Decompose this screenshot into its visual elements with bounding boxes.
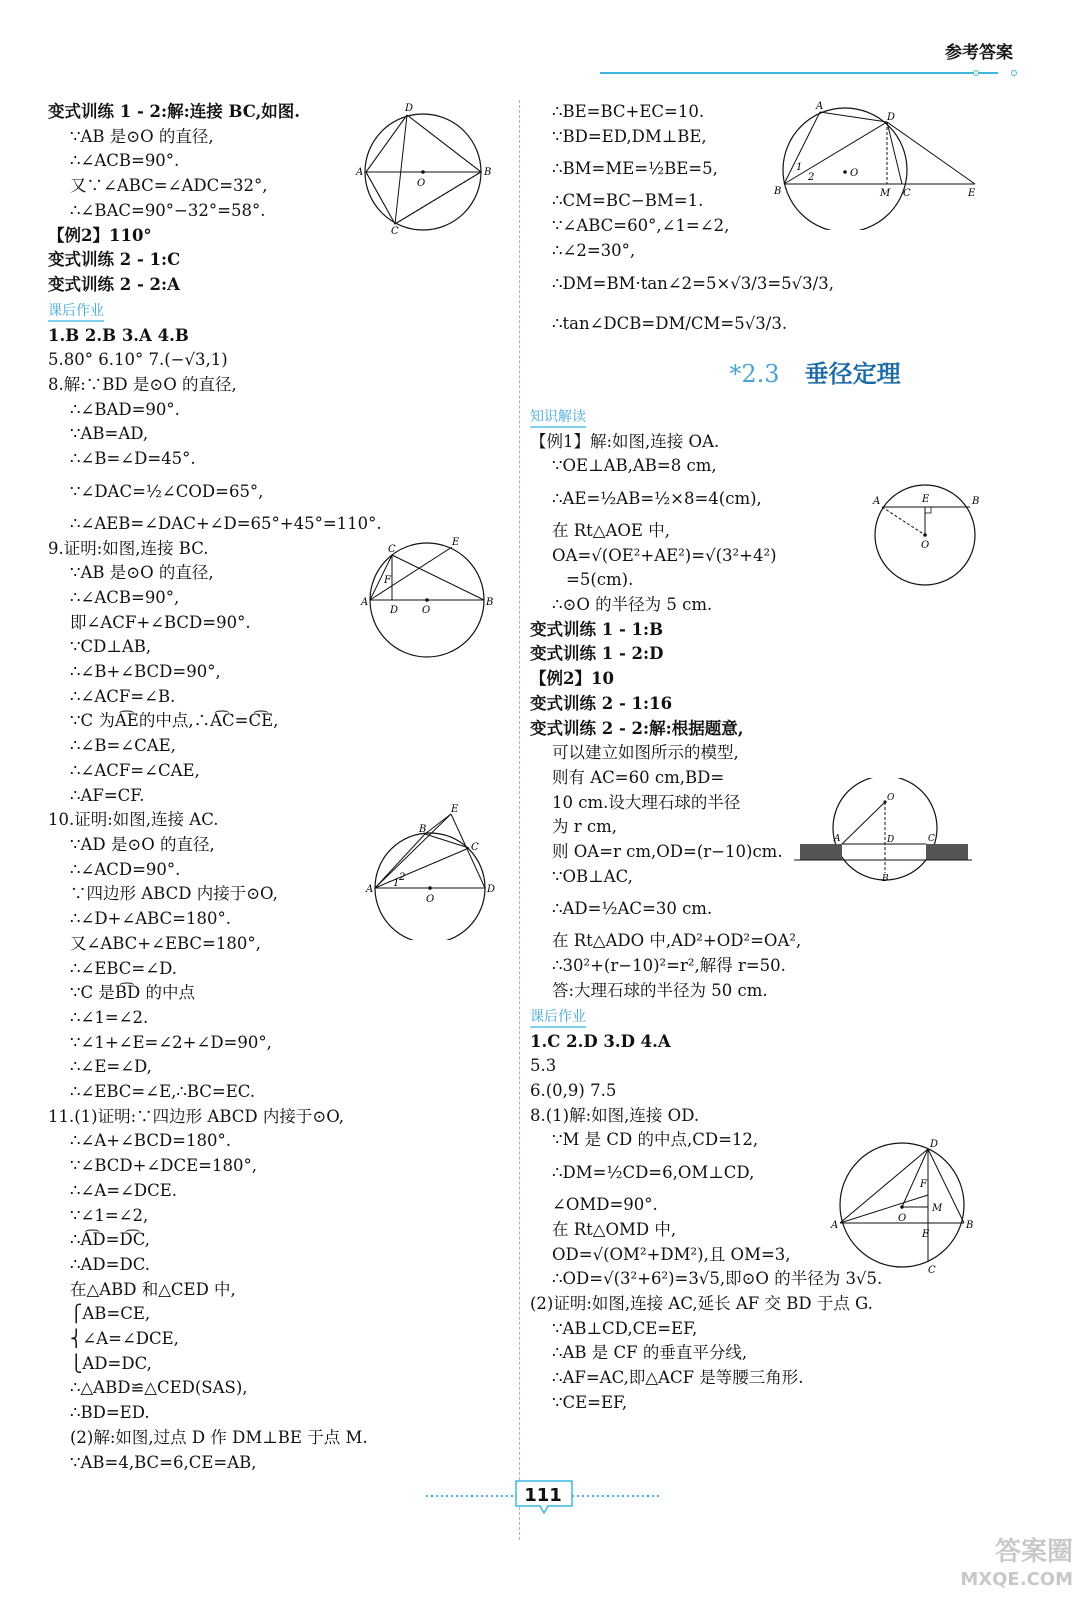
text-line: 变式训练 2 - 2:A	[48, 274, 180, 294]
text-line: ∵OE⊥AB,AB=8 cm,	[552, 456, 717, 476]
text-line: ∴CM=BC−BM=1.	[552, 191, 704, 211]
text-line: ∴AE=½AB=½×8=4(cm),	[552, 488, 762, 508]
text-line: 则 OA=r cm,OD=(r−10)cm.	[552, 842, 783, 862]
watermark	[960, 1538, 1073, 1594]
text-line: 变式训练 2 - 1:C	[48, 250, 181, 270]
section-tag-homework: 课后作业	[48, 302, 104, 322]
text-line: ∴∠1=∠2.	[70, 1007, 149, 1027]
fig-label: D	[405, 103, 414, 114]
fig-label: D	[930, 1139, 939, 1150]
header-decoration-line	[600, 70, 1020, 76]
fig-label: D	[390, 605, 399, 616]
text-line: 【例2】110°	[48, 225, 152, 245]
figure-problem-9	[360, 535, 495, 665]
fig-label: D	[887, 112, 896, 123]
fig-label: D	[887, 835, 895, 845]
text-line: ∵四边形 ABCD 内接于⊙O,	[70, 884, 278, 904]
text-line: 可以建立如图所示的模型,	[552, 743, 739, 763]
fig-label: C	[903, 188, 911, 199]
figure-circle-abcd	[355, 100, 495, 235]
text-line: ∵AD 是⊙O 的直径,	[70, 834, 215, 854]
fig-label: C	[391, 226, 399, 235]
text-line: 为 r cm,	[552, 817, 618, 837]
text-line: =5(cm).	[566, 570, 634, 590]
text-line: 变式训练 1 - 2:解:连接 BC,如图.	[48, 102, 301, 121]
fig-label: O	[921, 540, 930, 551]
fig-label: B	[774, 186, 782, 197]
fig-label: O	[887, 793, 895, 803]
text-line: ⎨∠A=∠DCE,	[70, 1329, 179, 1349]
text-line: 8.(1)解:如图,连接 OD.	[530, 1105, 700, 1125]
text-line: ∵CD⊥AB,	[70, 637, 152, 657]
fig-label: F	[384, 575, 391, 586]
text-line: ∵∠DAC=½∠COD=65°,	[70, 481, 264, 501]
section-heading	[530, 344, 1040, 404]
figure-problem-10	[365, 800, 495, 940]
text-line: ∴BD=ED.	[70, 1403, 150, 1423]
fig-label: M	[932, 1203, 943, 1214]
fig-label: C	[928, 834, 935, 844]
fig-label: B	[966, 1220, 974, 1231]
text-line: ∴30²+(r−10)²=r²,解得 r=50.	[552, 956, 786, 976]
text-line: 在△ABD 和△CED 中,	[70, 1279, 236, 1299]
text-line: ∵M 是 CD 的中点,CD=12,	[552, 1130, 759, 1150]
fig-label: O	[898, 1213, 907, 1224]
text-line: 10 cm.设大理石球的半径	[552, 792, 741, 812]
text-line: ∴∠AEB=∠DAC+∠D=65°+45°=110°.	[70, 513, 382, 533]
fig-label: C	[471, 842, 479, 853]
text-line: ∵∠ABC=60°,∠1=∠2,	[552, 216, 730, 236]
text-line: ∴∠ACB=90°.	[70, 151, 180, 171]
fig-label: F	[920, 1179, 927, 1190]
text-line: ∴∠E=∠D,	[70, 1057, 152, 1077]
text-line: ∴AD=DC.	[70, 1254, 150, 1274]
text-line: (2)解:如图,过点 D 作 DM⊥BE 于点 M.	[70, 1427, 368, 1447]
text-line: ∴A͡D=D͡C,	[70, 1230, 150, 1250]
text-line: ∴AF=AC,即△ACF 是等腰三角形.	[552, 1368, 804, 1388]
text-line: 11.(1)证明:∵四边形 ABCD 内接于⊙O,	[48, 1106, 344, 1126]
section-number: *2.3	[729, 359, 780, 388]
text-line: ∴△ABD≌△CED(SAS),	[70, 1378, 248, 1398]
text-line: ∴∠ACF=∠B.	[70, 686, 176, 706]
text-line: 又∠ABC+∠EBC=180°,	[70, 933, 261, 953]
text-line: ∴∠A=∠DCE.	[70, 1180, 178, 1200]
figure-example-1	[870, 480, 985, 590]
text-line: 5.3	[530, 1056, 557, 1076]
fig-label: B	[486, 597, 494, 608]
text-line: ∴∠BAC=90°−32°=58°.	[70, 200, 266, 220]
section-tag-knowledge: 知识解读	[530, 408, 586, 428]
text-line: ∴BE=BC+EC=10.	[552, 102, 705, 121]
text-line: ∵AB⊥CD,CE=EF,	[552, 1318, 698, 1338]
text-line: ∴BM=ME=½BE=5,	[552, 159, 718, 179]
figure-homework-8	[830, 1135, 980, 1275]
text-line: ∵AB 是⊙O 的直径,	[70, 563, 214, 583]
text-line: ∴AD=½AC=30 cm.	[552, 899, 713, 919]
text-line: 10.证明:如图,连接 AC.	[48, 810, 219, 830]
fig-label: 1	[796, 162, 803, 173]
fig-label: B	[484, 167, 492, 178]
text-line: ∴∠D+∠ABC=180°.	[70, 909, 231, 929]
text-line: ∴AB 是 CF 的垂直平分线,	[552, 1343, 748, 1363]
watermark-url: MXQE.COM	[960, 1569, 1073, 1590]
fig-label: A	[356, 167, 364, 178]
fig-label: O	[850, 168, 859, 179]
text-line: 变式训练 2 - 1:16	[530, 693, 673, 713]
text-line: ⎧AB=CE,	[70, 1304, 151, 1324]
text-line: 即∠ACF+∠BCD=90°.	[70, 612, 251, 632]
text-line: 9.证明:如图,连接 BC.	[48, 538, 209, 558]
text-line: ∴tan∠DCB=DM/CM=5√3/3.	[552, 313, 788, 333]
text-line: 则有 AC=60 cm,BD=	[552, 767, 725, 787]
fig-label: B	[882, 874, 889, 883]
text-line: ∴∠B=∠D=45°.	[70, 449, 196, 469]
text-line: ∵∠1=∠2,	[70, 1205, 149, 1225]
text-line: 8.解:∵BD 是⊙O 的直径,	[48, 375, 237, 395]
header-title: 参考答案	[945, 43, 1013, 63]
page-footer	[400, 1478, 690, 1518]
text-line: ∴∠2=30°,	[552, 240, 636, 260]
fig-label: D	[487, 884, 495, 895]
text-line: ∴DM=BM·tan∠2=5×√3/3=5√3/3,	[552, 273, 834, 293]
fig-label: E	[451, 804, 459, 815]
text-line: ∠OMD=90°.	[552, 1195, 658, 1215]
fig-label: A	[366, 884, 374, 895]
page-number: 111	[524, 1485, 562, 1506]
fig-label: A	[873, 496, 881, 507]
fig-label: A	[834, 834, 841, 844]
text-line: 又∵∠ABC=∠ADC=32°,	[70, 176, 268, 196]
fig-label: 2	[399, 872, 406, 883]
fig-label: O	[426, 894, 435, 905]
text-line: 变式训练 1 - 2:D	[530, 644, 664, 664]
fig-label: 1	[393, 878, 400, 889]
text-line: 答:大理石球的半径为 50 cm.	[552, 980, 768, 1000]
text-line: 1.C 2.D 3.D 4.A	[530, 1031, 671, 1051]
text-line: OD=√(OM²+DM²),且 OM=3,	[552, 1244, 791, 1264]
fig-label: A	[361, 597, 369, 608]
fig-label: M	[880, 188, 891, 199]
text-line: 在 Rt△AOE 中,	[552, 520, 670, 540]
text-line: 【例2】10	[530, 669, 614, 689]
text-line: 在 Rt△OMD 中,	[552, 1219, 677, 1239]
section-tag-homework: 课后作业	[530, 1008, 586, 1028]
text-line: ∴∠EBC=∠D.	[70, 958, 177, 978]
text-line: ∴∠ACF=∠CAE,	[70, 760, 200, 780]
text-line: ∴⊙O 的半径为 5 cm.	[552, 595, 713, 615]
fig-label: E	[452, 537, 460, 548]
text-line: ∵C 是B͡D 的中点	[70, 983, 195, 1003]
fig-label: 2	[808, 172, 815, 183]
text-line: 【例1】解:如图,连接 OA.	[530, 431, 720, 451]
fig-label: B	[972, 496, 980, 507]
text-line: 6.(0,9) 7.5	[530, 1080, 617, 1100]
text-line: ∵CE=EF,	[552, 1392, 628, 1412]
text-line: ∵∠BCD+∠DCE=180°,	[70, 1156, 257, 1176]
section-title: 垂径定理	[804, 358, 901, 388]
text-line: ∴∠BAD=90°.	[70, 399, 180, 419]
text-line: ∵OB⊥AC,	[552, 866, 633, 886]
text-line: 变式训练 1 - 1:B	[530, 619, 664, 639]
text-line: 在 Rt△ADO 中,AD²+OD²=OA²,	[552, 931, 802, 951]
fig-label: O	[417, 178, 426, 189]
fig-label: E	[968, 188, 976, 199]
text-line: ∵BD=ED,DM⊥BE,	[552, 126, 707, 146]
text-line: ∵∠1+∠E=∠2+∠D=90°,	[70, 1032, 272, 1052]
text-line: 5.80° 6.10° 7.(−√3,1)	[48, 350, 228, 370]
text-line: ∴DM=½CD=6,OM⊥CD,	[552, 1163, 755, 1183]
text-line: ∴∠B=∠CAE,	[70, 736, 176, 756]
fig-label: B	[419, 824, 427, 835]
fig-label: O	[422, 605, 431, 616]
fig-label: A	[816, 101, 824, 112]
text-line: (2)证明:如图,连接 AC,延长 AF 交 BD 于点 G.	[530, 1293, 873, 1313]
text-line: ∴AF=CF.	[70, 785, 145, 805]
fig-label: E	[922, 494, 930, 505]
column-divider	[519, 100, 520, 1540]
fig-label: C	[928, 1265, 936, 1275]
text-line: ⎩AD=DC,	[70, 1353, 152, 1373]
figure-circle-bce	[770, 100, 985, 230]
text-line: ∵AB=AD,	[70, 424, 149, 444]
text-line: ∴∠ACD=90°.	[70, 859, 181, 879]
text-line: ∴∠B+∠BCD=90°,	[70, 662, 221, 682]
text-line: ∴∠A+∠BCD=180°.	[70, 1131, 231, 1151]
fig-label: E	[922, 1229, 930, 1240]
figure-marble-ball	[790, 778, 975, 883]
text-line: ∴∠EBC=∠E,∴BC=EC.	[70, 1082, 256, 1102]
fig-label: A	[831, 1220, 839, 1231]
text-line: ∴OD=√(3²+6²)=3√5,即⊙O 的半径为 3√5.	[552, 1269, 883, 1289]
text-line: 1.B 2.B 3.A 4.B	[48, 325, 189, 345]
text-line: ∴∠ACB=90°,	[70, 587, 180, 607]
text-line: 变式训练 2 - 2:解:根据题意,	[530, 718, 744, 738]
watermark-logo-text: 答案圈	[994, 1537, 1073, 1567]
text-line: OA=√(OE²+AE²)=√(3²+4²)	[552, 545, 777, 565]
text-line: ∵AB 是⊙O 的直径,	[70, 126, 214, 146]
left-column	[48, 100, 518, 1475]
text-line: ∵C 为A͡E的中点,∴A͡C=C͡E,	[70, 711, 279, 731]
text-line: ∵AB=4,BC=6,CE=AB,	[70, 1452, 257, 1472]
fig-label: C	[388, 544, 396, 555]
